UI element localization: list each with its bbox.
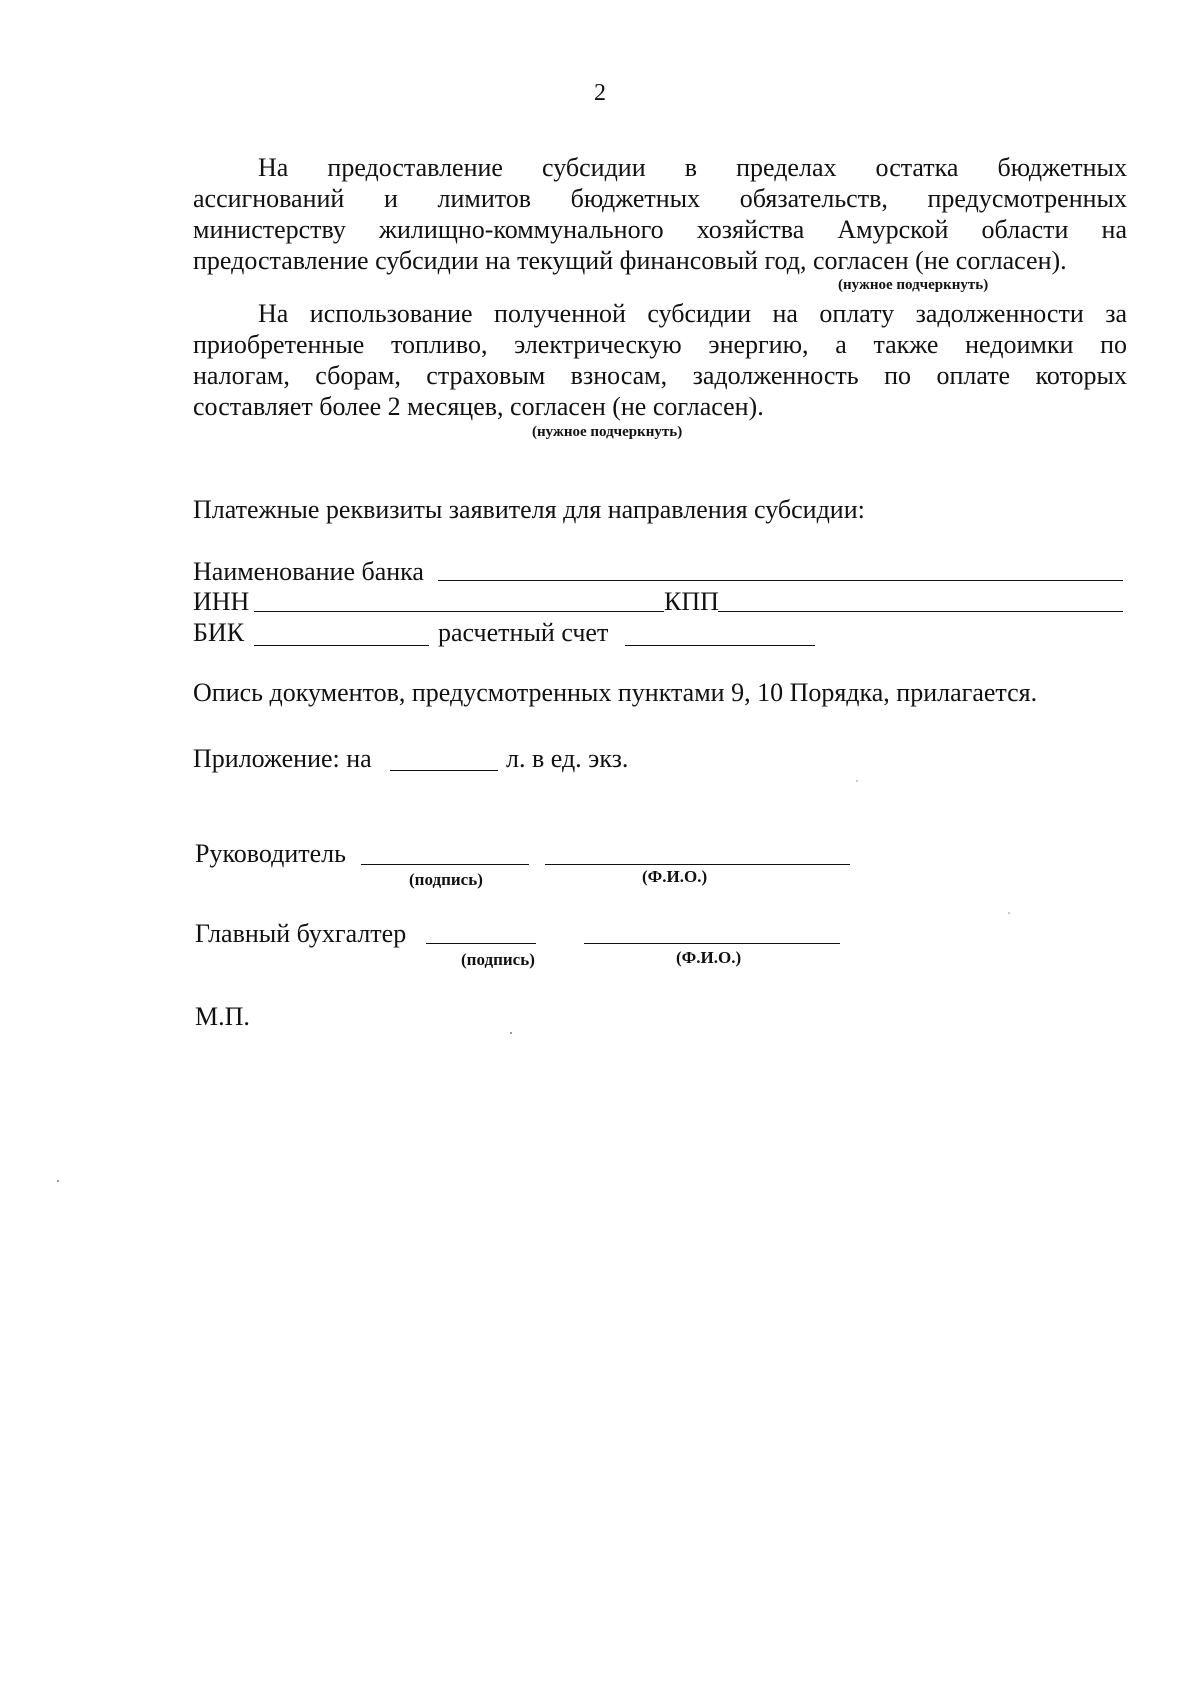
paragraph-line: На предоставление субсидии в пределах остатка бюджетных (258, 153, 1127, 182)
chief-accountant-name-field[interactable] (584, 943, 840, 944)
chief-accountant-label: Главный бухгалтер (195, 919, 407, 948)
signature-caption: (подпись) (409, 870, 483, 889)
chief-accountant-signature-field[interactable] (426, 943, 536, 944)
account-label: расчетный счет (438, 618, 609, 647)
scan-speck (1008, 912, 1010, 914)
debt-consent-paragraph (193, 298, 1127, 422)
head-label: Руководитель (195, 839, 346, 868)
underline-note: (нужное подчеркнуть) (532, 424, 683, 440)
appendix-pages-field[interactable] (390, 770, 498, 771)
paragraph-line: составляет более 2 месяцев, согласен (не согласен). (193, 392, 764, 421)
head-signature-field[interactable] (361, 864, 529, 865)
underline-note: (нужное подчеркнуть) (838, 277, 989, 293)
head-name-field[interactable] (545, 864, 850, 865)
bik-field[interactable] (254, 645, 429, 646)
scan-speck (510, 1032, 512, 1034)
budget-consent-paragraph (193, 152, 1127, 276)
signature-caption: (подпись) (461, 950, 535, 969)
name-caption: (Ф.И.О.) (676, 948, 742, 967)
paragraph-line: налогам, сборам, страховым взносам, задолженность по оплате которых (193, 361, 1127, 390)
inn-label: ИНН (193, 587, 250, 616)
scan-speck (57, 1180, 59, 1182)
bik-label: БИК (193, 618, 245, 647)
paragraph-line: предоставление субсидии на текущий финансовый год, согласен (не согласен). (193, 246, 1067, 275)
account-field[interactable] (625, 645, 815, 646)
paragraph-line: министерству жилищно-коммунального хозяйства Амурской области на (193, 215, 1127, 244)
paragraph-line: На использование полученной субсидии на оплату задолженности за (258, 299, 1127, 328)
name-caption: (Ф.И.О.) (642, 867, 708, 886)
scan-speck (856, 780, 858, 782)
inventory-text: Опись документов, предусмотренных пунктами 9, 10 Порядка, прилагается. (193, 678, 1038, 707)
bank-name-field[interactable] (438, 580, 1123, 581)
page-number: 2 (594, 80, 606, 106)
stamp-place-label: М.П. (195, 1002, 250, 1031)
paragraph-line: приобретенные топливо, электрическую энергию, а также недоимки по (193, 330, 1127, 359)
kpp-label: КПП (664, 587, 719, 616)
appendix-suffix: л. в ед. экз. (506, 744, 629, 773)
paragraph-line: ассигнований и лимитов бюджетных обязательств, предусмотренных (193, 184, 1127, 213)
bank-name-label: Наименование банка (193, 557, 424, 586)
kpp-field[interactable] (718, 611, 1123, 612)
appendix-label: Приложение: на (193, 744, 372, 773)
inn-field[interactable] (254, 611, 664, 612)
requisites-heading: Платежные реквизиты заявителя для направления субсидии: (193, 495, 865, 524)
